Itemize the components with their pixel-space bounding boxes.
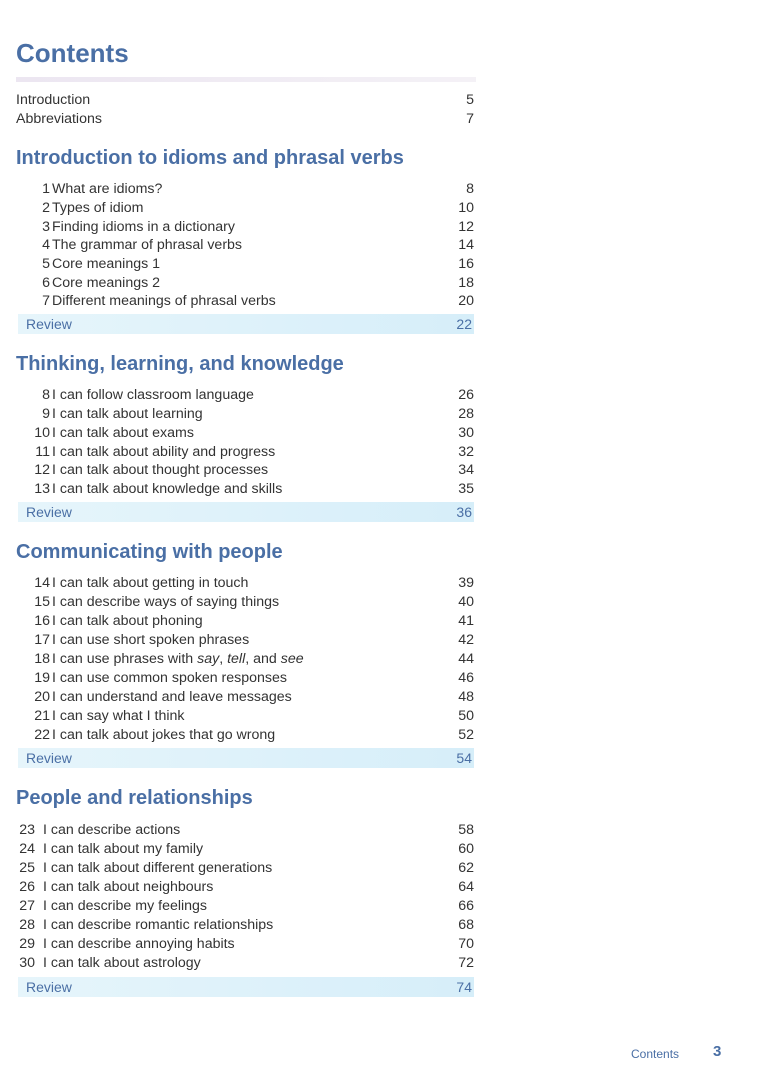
- review-page: 74: [456, 979, 472, 995]
- unit-page: 50: [458, 708, 474, 724]
- unit-title: The grammar of phrasal verbs: [52, 237, 243, 253]
- unit-number: 18: [34, 651, 50, 667]
- unit-page: 58: [458, 822, 474, 838]
- unit-number: 5: [42, 256, 50, 272]
- unit-title: I can describe ways of saying things: [52, 594, 280, 610]
- unit-page: 48: [458, 689, 474, 705]
- toc-entry[interactable]: [16, 292, 474, 310]
- footer-section-label: Contents: [631, 1047, 680, 1061]
- unit-title: I can talk about getting in touch: [52, 575, 249, 591]
- toc-entry[interactable]: [16, 707, 474, 725]
- unit-number: 11: [35, 444, 50, 460]
- review-row[interactable]: [18, 977, 474, 997]
- unit-title: I can talk about thought processes: [52, 462, 269, 478]
- toc-entry[interactable]: [16, 236, 474, 254]
- unit-title: I can say what I think: [52, 708, 185, 724]
- footer-page-number: 3: [713, 1043, 722, 1060]
- unit-title: Core meanings 1: [52, 256, 161, 272]
- unit-title: I can talk about my family: [43, 841, 204, 857]
- unit-title-italic: tell: [227, 651, 246, 667]
- unit-title: I can talk about ability and progress: [52, 444, 276, 460]
- toc-entry[interactable]: [16, 897, 474, 915]
- section-title: Introduction to idioms and phrasal verbs: [16, 147, 404, 169]
- review-page: 54: [456, 750, 472, 766]
- unit-number: 21: [34, 708, 50, 724]
- unit-title: I can talk about knowledge and skills: [52, 481, 283, 497]
- unit-number: 23: [19, 822, 35, 838]
- unit-page: 46: [458, 670, 474, 686]
- unit-page: 52: [458, 727, 474, 743]
- unit-page: 14: [458, 237, 474, 253]
- unit-number: 14: [34, 575, 50, 591]
- unit-page: 8: [466, 181, 474, 197]
- toc-entry-label: Abbreviations: [16, 111, 102, 127]
- unit-title: I can talk about exams: [52, 425, 194, 441]
- review-label: Review: [26, 504, 72, 520]
- toc-entry[interactable]: [16, 180, 474, 198]
- unit-title: Types of idiom: [52, 200, 144, 216]
- unit-page: 16: [458, 256, 474, 272]
- unit-title-part: , and: [245, 651, 281, 667]
- toc-entry[interactable]: [16, 688, 474, 706]
- unit-page: 72: [458, 955, 474, 971]
- section-title: Thinking, learning, and knowledge: [16, 353, 344, 375]
- unit-number: 10: [34, 425, 50, 441]
- toc-entry[interactable]: [16, 954, 474, 972]
- toc-entry[interactable]: [16, 443, 474, 461]
- unit-title: [52, 650, 304, 668]
- unit-page: 42: [458, 632, 474, 648]
- toc-entry[interactable]: [16, 574, 474, 592]
- toc-entry[interactable]: [16, 859, 474, 877]
- unit-number: 30: [19, 955, 35, 971]
- unit-number: 27: [19, 898, 35, 914]
- unit-title: I can describe romantic relationships: [43, 917, 274, 933]
- review-row[interactable]: [18, 502, 474, 522]
- unit-number: 4: [42, 237, 50, 253]
- unit-page: 68: [458, 917, 474, 933]
- toc-entry[interactable]: [16, 669, 474, 687]
- unit-title: I can talk about astrology: [43, 955, 201, 971]
- toc-entry[interactable]: [16, 821, 474, 839]
- review-page: 22: [456, 316, 472, 332]
- review-row[interactable]: [18, 748, 474, 768]
- unit-page: 39: [458, 575, 474, 591]
- unit-title: I can follow classroom language: [52, 387, 254, 403]
- toc-entry[interactable]: [16, 593, 474, 611]
- unit-title: I can describe annoying habits: [43, 936, 235, 952]
- review-label: Review: [26, 750, 72, 766]
- unit-page: 10: [458, 200, 474, 216]
- toc-entry[interactable]: [16, 386, 474, 404]
- section-title: Communicating with people: [16, 541, 283, 563]
- unit-page: 70: [458, 936, 474, 952]
- unit-title: Different meanings of phrasal verbs: [52, 293, 276, 309]
- unit-number: 24: [19, 841, 35, 857]
- unit-title: I can use short spoken phrases: [52, 632, 250, 648]
- unit-number: 15: [34, 594, 50, 610]
- unit-page: 35: [458, 481, 474, 497]
- unit-number: 25: [19, 860, 35, 876]
- toc-entry[interactable]: [16, 218, 474, 236]
- toc-entry[interactable]: [16, 726, 474, 744]
- toc-entry-label: Introduction: [16, 92, 91, 108]
- unit-page: 62: [458, 860, 474, 876]
- section-title: People and relationships: [16, 787, 253, 809]
- unit-page: 12: [458, 219, 474, 235]
- toc-entry[interactable]: [16, 840, 474, 858]
- unit-number: 6: [42, 275, 50, 291]
- unit-page: 40: [458, 594, 474, 610]
- toc-entry[interactable]: [16, 878, 474, 896]
- unit-page: 20: [458, 293, 474, 309]
- unit-page: 28: [458, 406, 474, 422]
- unit-number: 28: [19, 917, 35, 933]
- unit-number: 8: [42, 387, 50, 403]
- unit-title-part: I can use phrases with: [52, 651, 194, 667]
- unit-page: 18: [458, 275, 474, 291]
- unit-number: 1: [42, 181, 50, 197]
- toc-entry[interactable]: [16, 935, 474, 953]
- unit-page: 60: [458, 841, 474, 857]
- toc-entry[interactable]: [16, 612, 474, 630]
- toc-entry[interactable]: [16, 631, 474, 649]
- unit-title: Finding idioms in a dictionary: [52, 219, 235, 235]
- unit-number: 20: [34, 689, 50, 705]
- unit-number: 13: [34, 481, 50, 497]
- toc-entry[interactable]: [16, 480, 474, 498]
- toc-entry[interactable]: [16, 424, 474, 442]
- toc-entry[interactable]: [16, 405, 474, 423]
- unit-page: 41: [458, 613, 474, 629]
- unit-title: I can describe actions: [43, 822, 181, 838]
- unit-number: 29: [19, 936, 35, 952]
- unit-title-part: ,: [219, 651, 228, 667]
- unit-number: 2: [42, 200, 50, 216]
- unit-number: 9: [42, 406, 50, 422]
- unit-title: What are idioms?: [52, 181, 163, 197]
- unit-number: 17: [34, 632, 50, 648]
- unit-number: 7: [42, 293, 50, 309]
- unit-page: 66: [458, 898, 474, 914]
- toc-entry[interactable]: [16, 461, 474, 479]
- unit-page: 34: [458, 462, 474, 478]
- unit-title: I can understand and leave messages: [52, 689, 292, 705]
- unit-title: I can describe my feelings: [43, 898, 208, 914]
- unit-page: 26: [458, 387, 474, 403]
- toc-entry[interactable]: [16, 199, 474, 217]
- unit-title: Core meanings 2: [52, 275, 161, 291]
- toc-entry-abbreviations[interactable]: [16, 111, 474, 127]
- review-page: 36: [456, 504, 472, 520]
- unit-title-italic: say: [197, 651, 220, 667]
- toc-entry-page: 5: [466, 92, 474, 108]
- toc-entry[interactable]: [16, 255, 474, 273]
- unit-title-italic: see: [280, 651, 304, 667]
- unit-number: 22: [34, 727, 50, 743]
- title-divider: [16, 77, 476, 82]
- unit-number: 19: [34, 670, 50, 686]
- unit-title: I can talk about neighbours: [43, 879, 214, 895]
- unit-title: I can talk about different generations: [43, 860, 273, 876]
- review-label: Review: [26, 979, 72, 995]
- unit-title: I can talk about learning: [52, 406, 203, 422]
- unit-page: 44: [458, 651, 474, 667]
- unit-page: 64: [458, 879, 474, 895]
- toc-entry[interactable]: [16, 916, 474, 934]
- unit-number: 3: [42, 219, 50, 235]
- unit-number: 12: [34, 462, 50, 478]
- toc-entry[interactable]: [16, 650, 474, 668]
- unit-title: I can talk about jokes that go wrong: [52, 727, 276, 743]
- unit-number: 26: [19, 879, 35, 895]
- unit-title: I can use common spoken responses: [52, 670, 288, 686]
- toc-entry-introduction[interactable]: [16, 92, 474, 108]
- unit-number: 16: [34, 613, 50, 629]
- toc-entry-page: 7: [466, 111, 474, 127]
- unit-page: 30: [458, 425, 474, 441]
- unit-page: 32: [458, 444, 474, 460]
- review-label: Review: [26, 316, 72, 332]
- review-row[interactable]: [18, 314, 474, 334]
- page-title: Contents: [16, 38, 129, 68]
- unit-title: I can talk about phoning: [52, 613, 203, 629]
- toc-entry[interactable]: [16, 274, 474, 292]
